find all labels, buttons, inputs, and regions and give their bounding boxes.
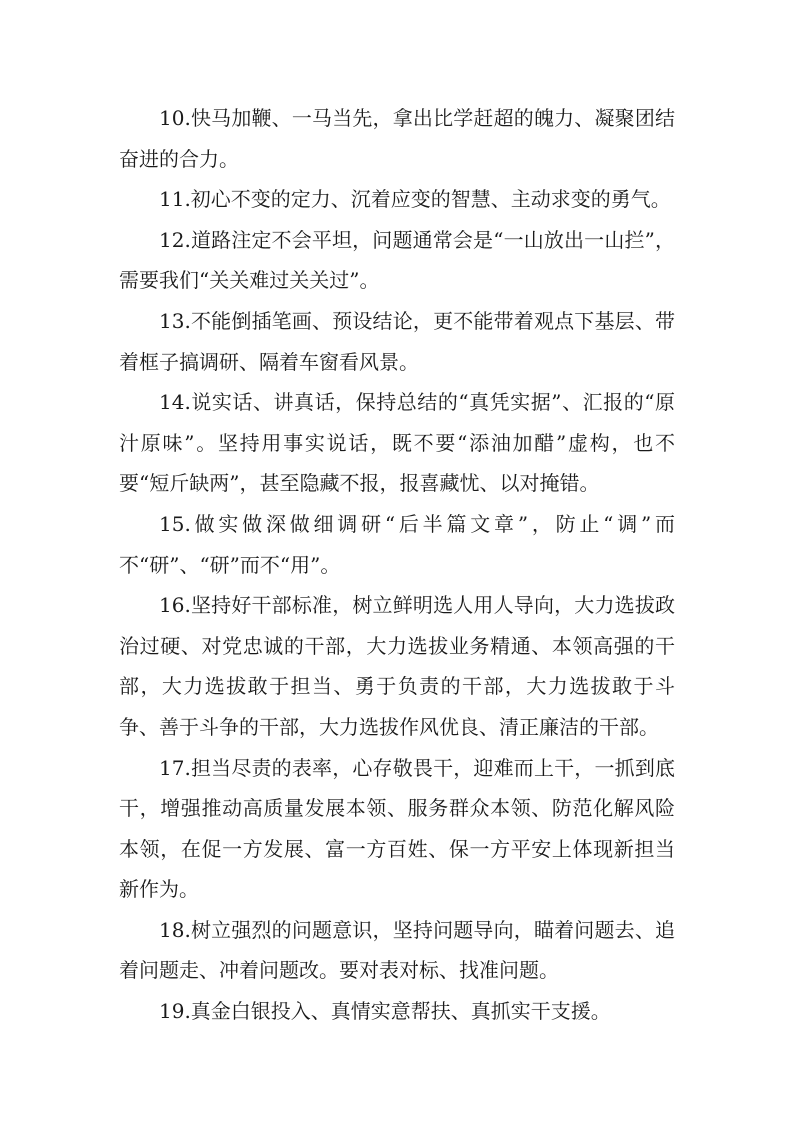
paragraph-18: 18.树立强烈的问题意识，坚持问题导向，瞄着问题去、追着问题走、冲着问题改。要对表对标、找准问题。	[119, 917, 675, 983]
paragraph-16: 16.坚持好干部标准，树立鲜明选人用人导向，大力选拔政治过硬、对党忠诚的干部，大力选拔业务精通、本领高强的干部，大力选拔敢于担当、勇于负责的干部，大力选拔敢于斗争、善于斗争的干部，大力选拔作风优良、清正廉洁的干部。	[119, 593, 675, 739]
paragraph-19: 19.真金白银投入、真情实意帮扶、真抓实干支援。	[159, 999, 611, 1024]
paragraph-17: 17.担当尽责的表率，心存敬畏干，迎难而上干，一抓到底干，增强推动高质量发展本领、服务群众本领、防范化解风险本领，在促一方发展、富一方百姓、保一方平安上体现新担当新作为。	[119, 755, 675, 902]
paragraph-11: 11.初心不变的定力、沉着应变的智慧、主动求变的勇气。	[159, 187, 671, 212]
document-body	[119, 98, 675, 1032]
paragraph-12: 12.道路注定不会平坦，问题通常会是“一山放出一山拦”，需要我们“关关难过关关过”。	[119, 227, 675, 293]
paragraph-14: 14.说实话、讲真话，保持总结的“真凭实据”、汇报的“原汁原味”。坚持用事实说话，既不要“添油加醋”虚构，也不要“短斤缺两”，甚至隐藏不报，报喜藏忧、以对掩错。	[119, 390, 675, 496]
paragraph-13: 13.不能倒插笔画、预设结论，更不能带着观点下基层、带着框子搞调研、隔着车窗看风景。	[119, 308, 675, 374]
paragraph-10: 10.快马加鞭、一马当先，拿出比学赶超的魄力、凝聚团结奋进的合力。	[119, 106, 675, 171]
paragraph-15: 15.做实做深做细调研“后半篇文章”，防止“调”而不“研”、“研”而不“用”。	[119, 511, 675, 577]
